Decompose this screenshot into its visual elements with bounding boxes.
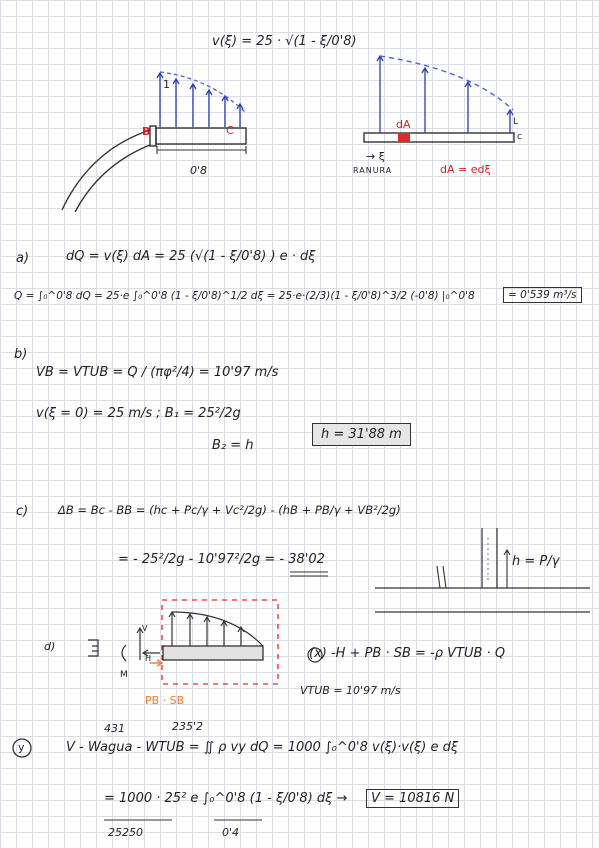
flange-b [150,126,156,146]
label-da: dA [396,118,411,131]
moment-arrow [122,645,126,661]
velocity-arrows-d [169,612,244,646]
pipe-outer-curve [62,130,150,210]
above-w-tub: 235'2 [172,720,204,733]
piezometer-label: h = P/γ [512,554,560,569]
area-element-da [398,133,410,142]
label-m: M [120,670,128,680]
below-left: 25250 [108,826,143,839]
label-l: L [513,117,519,127]
part-b-letter: b) [14,347,28,362]
label-ranura: RANURA [353,166,393,175]
part-c-line2: = - 25²/2g - 10'97²/2g = - 38'02 [118,552,325,567]
tube-d [163,646,263,660]
below-right: 0'4 [222,826,240,839]
pipe-inner-curve [75,145,150,212]
velocity-profile-left [160,72,246,113]
label-1: 1 [163,78,170,91]
part-a-result: = 0'539 m³/s [503,287,582,303]
part-b-line1: VB = VTUB = Q / (πφ²/4) = 10'97 m/s [36,365,279,380]
part-d-letter: d) [44,640,56,653]
part-y-line1: V - Wagua - WTUB = ∬ ρ vy dQ = 1000 ∫₀^0'8 v(ξ)·v(ξ) e dξ [66,740,459,755]
part-a-line2: Q = ∫₀^0'8 dQ = 25·e ∫₀^0'8 (1 - ξ/0'8)^1/2 dξ = 25·e·(2/3)(1 - ξ/0'8)^3/2 (-0'8) |₀^0'8 [14,290,475,302]
label-h: H [145,654,152,663]
label-xi: → ξ [366,150,385,163]
slotted-tube-right [364,133,514,142]
velocity-formula: v(ξ) = 25 · √(1 - ξ/0'8) [212,34,357,49]
x-equation: (x) -H + PB · SB = -ρ VTUB · Q [309,646,506,661]
part-y-line2: = 1000 · 25² e ∫₀^0'8 (1 - ξ/0'8) dξ → [104,791,348,806]
part-b-line2: v(ξ = 0) = 25 m/s ; B₁ = 25²/2g [36,406,241,421]
part-c-line1: ΔB = Bc - BB = (hc + Pc/γ + Vc²/2g) - (hB + PB/γ + VB²/2g) [58,503,401,517]
part-a-line1: dQ = v(ξ) dA = 25 (√(1 - ξ/0'8) ) e · dξ [66,249,316,264]
part-b-result: h = 31'88 m [312,423,411,446]
part-a-letter: a) [16,251,30,266]
vtub-value: VTUB = 10'97 m/s [300,684,401,697]
velocity-profile-right [380,56,513,110]
above-w-agua: 431 [104,722,125,735]
label-v: V [142,624,148,633]
part-y-result: V = 10816 N [366,789,459,808]
part-b-line3: B₂ = h [212,438,254,453]
label-c: C [226,124,234,137]
label-da-equation: dA = edξ [440,163,491,176]
part-c-letter: c) [16,504,29,519]
wall-support [88,640,98,656]
part-y-letter: y [18,741,25,754]
label-b: B [142,125,151,138]
length-label: 0'8 [190,164,208,177]
label-pb-sb: PB · SB [145,694,185,707]
label-c-right: c [517,132,522,142]
